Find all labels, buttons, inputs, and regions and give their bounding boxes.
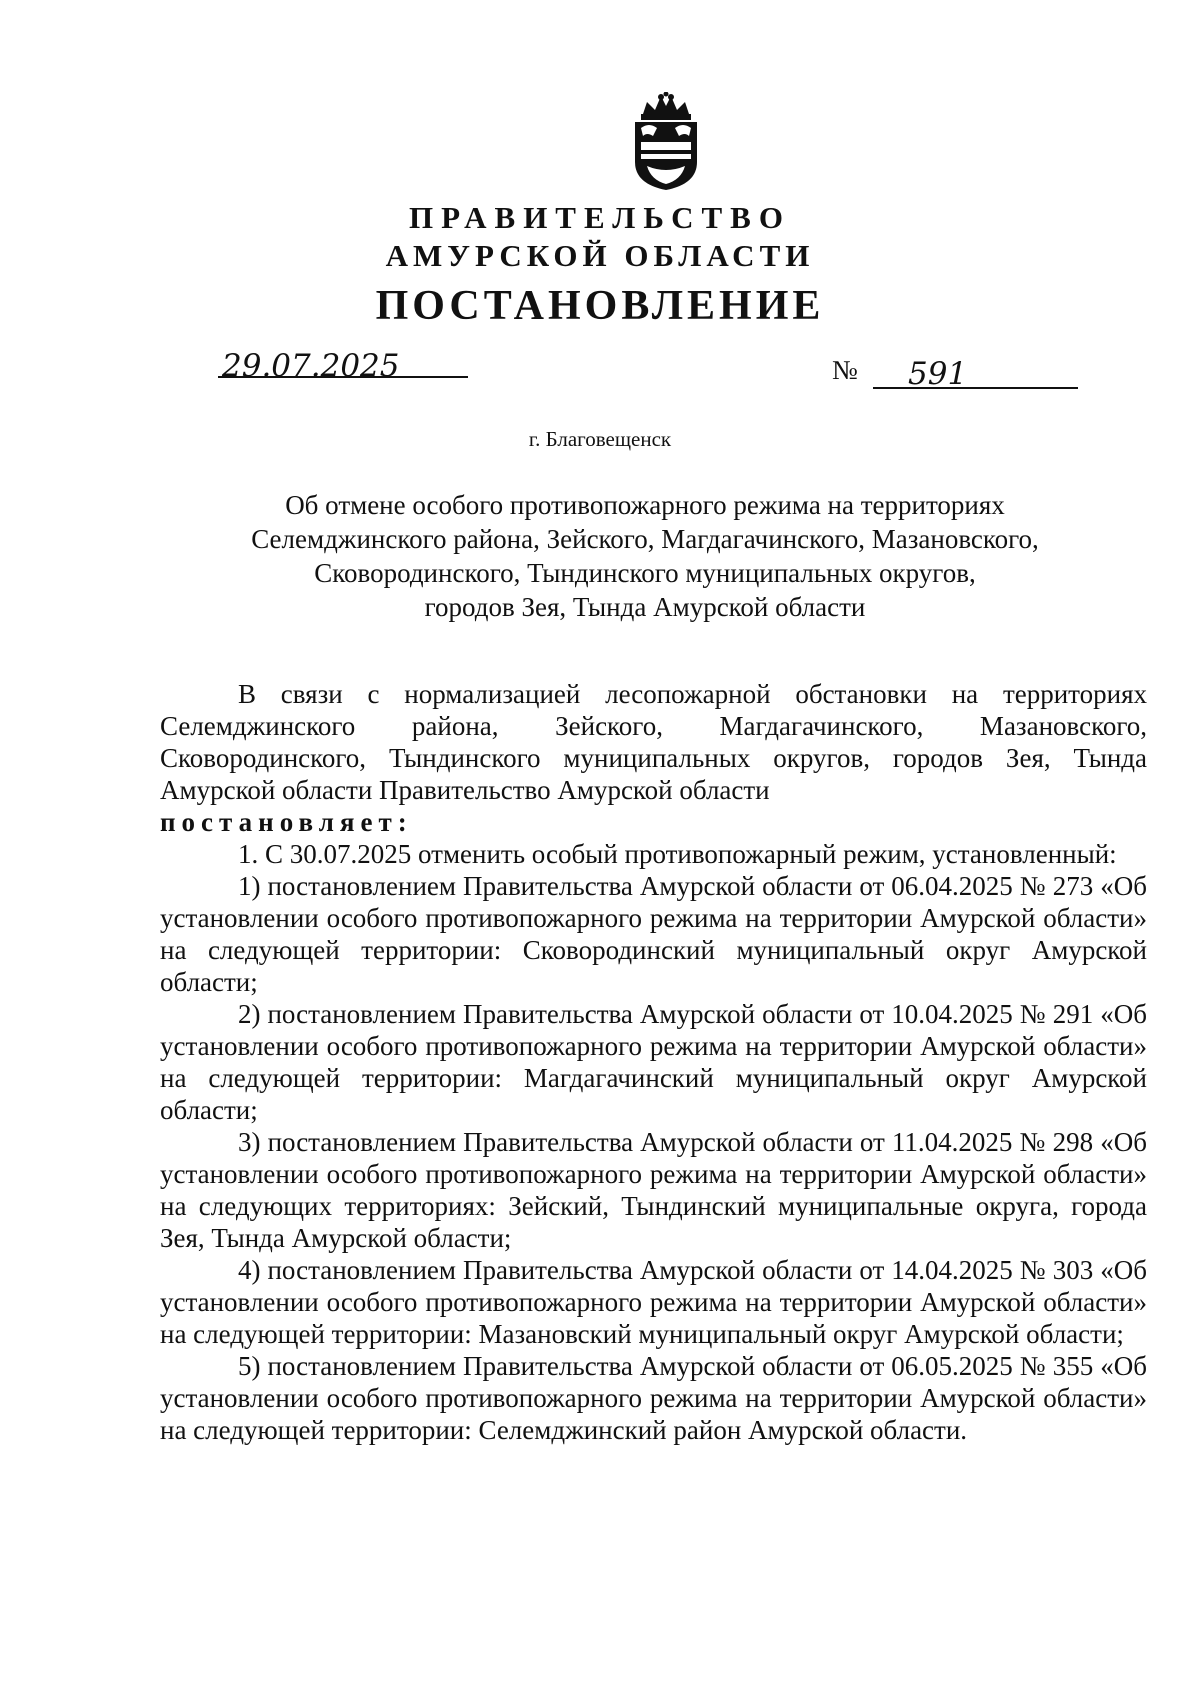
number-underline xyxy=(873,387,1078,389)
government-title-line1: ПРАВИТЕЛЬСТВО xyxy=(409,200,791,235)
date-underline xyxy=(218,376,468,378)
preamble-paragraph: В связи с нормализацией лесопожарной обстановки на территориях Селемджинского района, Зейского, Магдагачинского, Мазановского, Сковородинского, Тындинского муниципальных округов, городов Зея, Тында Амурской области Правительство Амурской области xyxy=(160,679,1147,805)
clause-1: 1. С 30.07.2025 отменить особый противопожарный режим, установленный: xyxy=(238,839,1117,869)
number-sign: № xyxy=(832,355,858,385)
document-body xyxy=(160,678,1147,1446)
handwritten-number: 591 xyxy=(908,356,968,392)
city-label: г. Благовещенск xyxy=(528,427,672,451)
document-title xyxy=(190,488,1100,624)
government-title-line2: АМУРСКОЙ ОБЛАСТИ xyxy=(385,238,815,273)
list-item: 4) постановлением Правительства Амурской области от 14.04.2025 № 303 «Об установлении особого противопожарного режима на территории Амурской области» на следующей территории: Мазановский муниципальный округ Амурской области; xyxy=(160,1255,1147,1349)
document-type-heading: ПОСТАНОВЛЕНИЕ xyxy=(375,283,825,329)
handwritten-date: 29.07.2025 xyxy=(222,348,400,384)
title-line: Сковородинского, Тындинского муниципальных округов, xyxy=(314,558,976,588)
list-item: 2) постановлением Правительства Амурской области от 10.04.2025 № 291 «Об установлении особого противопожарного режима на территории Амурской области» на следующей территории: Магдагачинский муниципальный округ Амурской области; xyxy=(160,999,1147,1125)
list-item: 1) постановлением Правительства Амурской области от 06.04.2025 № 273 «Об установлении особого противопожарного режима на территории Амурской области» на следующей территории: Сковородинский муниципальный округ Амурской области; xyxy=(160,871,1147,997)
title-line: Об отмене особого противопожарного режима на территориях xyxy=(285,490,1005,520)
title-line: городов Зея, Тында Амурской области xyxy=(424,592,866,622)
coat-of-arms-icon xyxy=(625,92,707,192)
resolves-label: постановляет: xyxy=(160,807,413,837)
list-item: 5) постановлением Правительства Амурской области от 06.05.2025 № 355 «Об установлении особого противопожарного режима на территории Амурской области» на следующей территории: Селемджинский район Амурской области. xyxy=(160,1351,1147,1445)
title-line: Селемджинского района, Зейского, Магдагачинского, Мазановского, xyxy=(251,524,1039,554)
list-item: 3) постановлением Правительства Амурской области от 11.04.2025 № 298 «Об установлении особого противопожарного режима на территории Амурской области» на следующих территориях: Зейский, Тындинский муниципальные округа, города Зея, Тында Амурской области; xyxy=(160,1127,1147,1253)
